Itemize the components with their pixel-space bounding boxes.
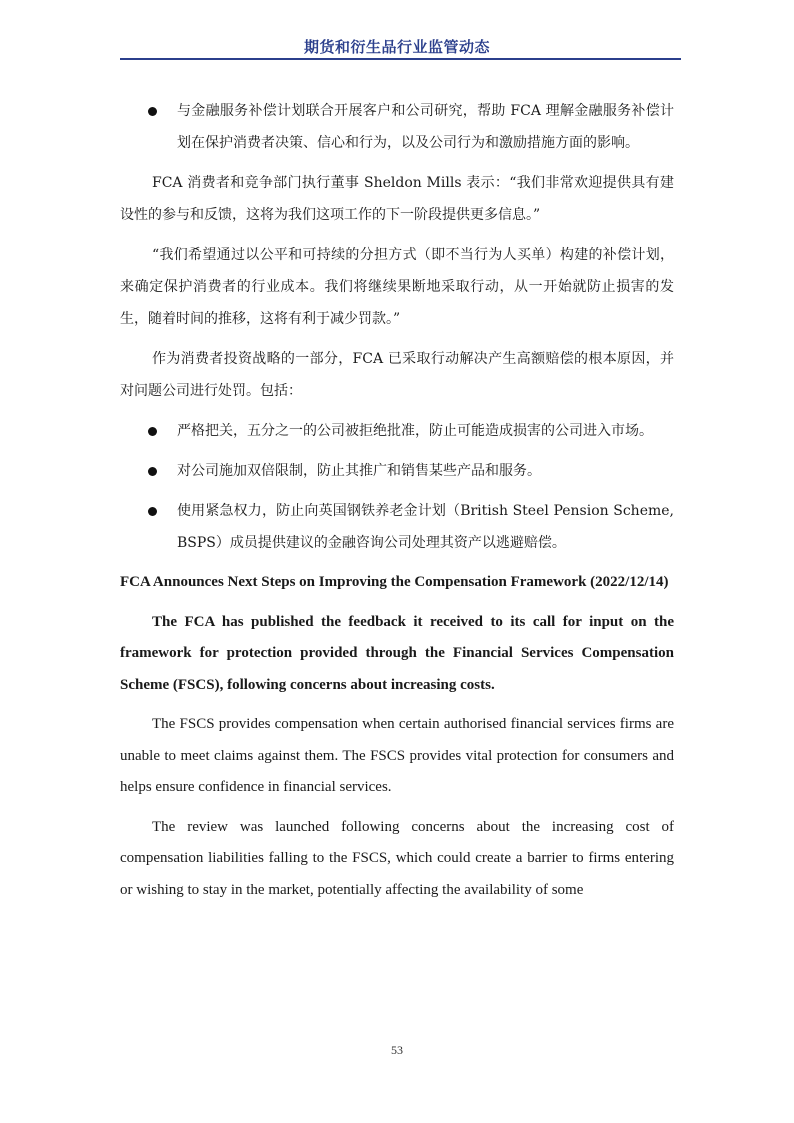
article-lead: The FCA has published the feedback it received to its call for input on the framework for protection provided through the Financial Services Compensation Scheme (FSCS), following concerns about increasing costs. — [120, 613, 674, 693]
paragraph: “我们希望通过以公平和可持续的分担方式（即不当行为人买单）构建的补偿计划，来确定保护消费者的行业成本。我们将继续果断地采取行动，从一开始就防止损害的发生，随着时间的推移，这将有利于减少罚款。” — [120, 247, 674, 327]
bullet-text: 使用紧急权力，防止向英国钢铁养老金计划（British Steel Pension Scheme, BSPS）成员提供建议的金融咨询公司处理其资产以逃避赔偿。 — [177, 503, 674, 551]
article-paragraph: The FSCS provides compensation when certain authorised financial services firms are unable to meet claims against them. The FSCS provides vital protection for consumers and helps ensure confidence in financial services. — [120, 716, 674, 795]
bullet-item — [120, 415, 674, 447]
bullet-dot-icon — [148, 507, 157, 516]
bullet-text: 严格把关，五分之一的公司被拒绝批准，防止可能造成损害的公司进入市场。 — [177, 423, 653, 439]
header-divider — [120, 58, 681, 60]
bullet-dot-icon — [148, 427, 157, 436]
page-content — [120, 95, 674, 914]
bullet-item — [120, 95, 674, 159]
article-heading: FCA Announces Next Steps on Improving the Compensation Framework (2022/12/14) — [120, 574, 669, 590]
bullet-item — [120, 495, 674, 559]
page-header-title: 期货和衍生品行业监管动态 — [303, 38, 490, 56]
bullet-dot-icon — [148, 107, 157, 116]
bullet-dot-icon — [148, 467, 157, 476]
bullet-text: 与金融服务补偿计划联合开展客户和公司研究，帮助 FCA 理解金融服务补偿计划在保护消费者决策、信心和行为，以及公司行为和激励措施方面的影响。 — [177, 103, 674, 151]
article-paragraph: The review was launched following concerns about the increasing cost of compensation liabilities falling to the FSCS, which could create a barrier to firms entering or wishing to stay in the market, potentially affecting the availability of some — [120, 818, 674, 898]
bullet-text: 对公司施加双倍限制，防止其推广和销售某些产品和服务。 — [177, 463, 541, 479]
bullet-item — [120, 455, 674, 487]
paragraph: FCA 消费者和竞争部门执行董事 Sheldon Mills 表示：“我们非常欢迎提供具有建设性的参与和反馈，这将为我们这项工作的下一阶段提供更多信息。” — [120, 175, 674, 223]
page-number: 53 — [391, 1043, 403, 1057]
paragraph: 作为消费者投资战略的一部分，FCA 已采取行动解决产生高额赔偿的根本原因，并对问题公司进行处罚。包括： — [120, 351, 674, 399]
